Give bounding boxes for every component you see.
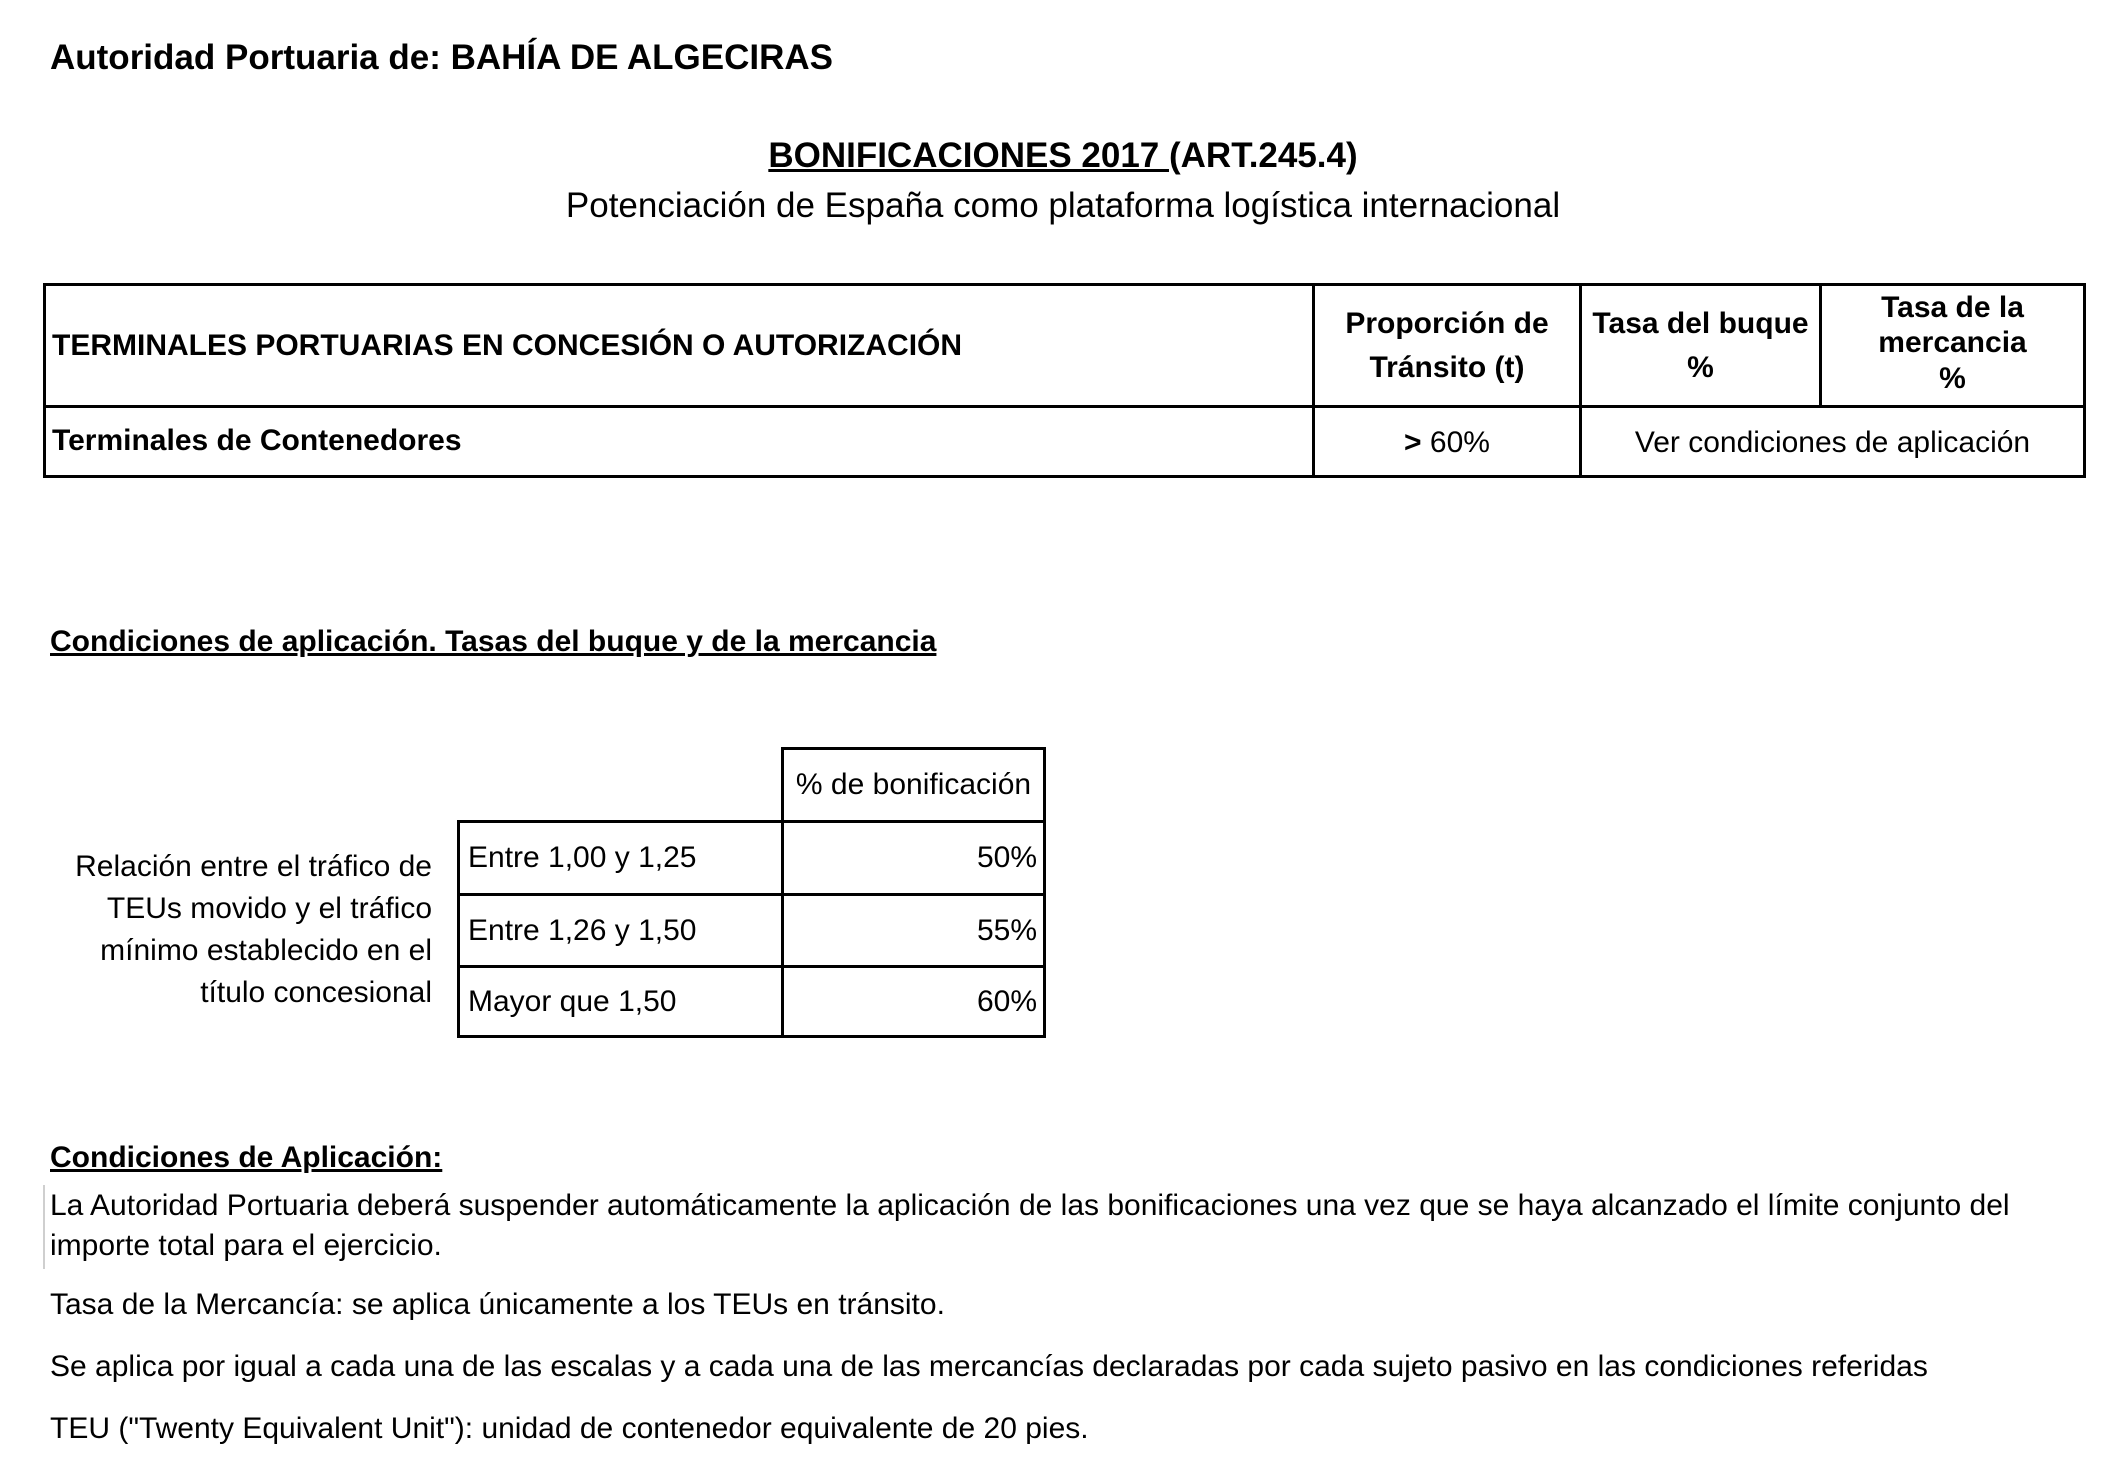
- paragraph-line: importe total para el ejercicio.: [50, 1229, 442, 1262]
- conditions-heading: Condiciones de aplicación. Tasas del buque y de la mercancia: [50, 625, 937, 658]
- title-underlined: BONIFICACIONES 2017: [768, 136, 1169, 175]
- paragraph-line: La Autoridad Portuaria deberá suspender automáticamente la aplicación de las bonificaciones una vez que se haya alcanzado el límite conjunto del: [50, 1189, 2010, 1222]
- relation-label: [40, 846, 432, 1014]
- row-transit-proportion: [1315, 408, 1579, 476]
- header-transit-line1: Proporción de: [1345, 307, 1549, 340]
- port-authority-title: Autoridad Portuaria de: BAHÍA DE ALGECIRAS: [50, 38, 834, 77]
- bonus-table: [457, 820, 1046, 1038]
- bonus-range-cell: Mayor que 1,50: [468, 984, 677, 1018]
- title-article: (ART.245.4): [1168, 136, 1358, 175]
- header-ship-line1: Tasa del buque: [1592, 307, 1809, 340]
- application-paragraph-1: [50, 1186, 2010, 1266]
- header-goods-line2: mercancia: [1878, 326, 2027, 360]
- margin-marker: [43, 1185, 45, 1269]
- document-subtitle: Potenciación de España como plataforma logística internacional: [565, 186, 1561, 225]
- header-transit-line2: Tránsito (t): [1369, 350, 1525, 384]
- relation-label-line: TEUs movido y el tráfico: [106, 892, 432, 925]
- relation-label-line: mínimo establecido en el: [100, 934, 432, 967]
- row-container-terminals: Terminales de Contenedores: [52, 424, 462, 457]
- relation-label-line: título concesional: [200, 976, 432, 1009]
- application-paragraph-2: Tasa de la Mercancía: se aplica únicamente a los TEUs en tránsito.: [50, 1288, 945, 1321]
- header-goods-line3: %: [1939, 361, 1966, 395]
- bonus-range-cell: Entre 1,26 y 1,50: [468, 913, 697, 947]
- document-title: [0, 136, 2126, 176]
- application-paragraph-4: TEU ("Twenty Equivalent Unit"): unidad de contenedor equivalente de 20 pies.: [50, 1412, 1089, 1445]
- header-ship-line2: %: [1687, 350, 1714, 384]
- row-conditions-link: Ver condiciones de aplicación: [1634, 426, 2031, 459]
- greater-than-sign: >: [1404, 426, 1422, 459]
- proportion-value: 60%: [1421, 426, 1490, 459]
- bonus-value-cell: 50%: [976, 841, 1037, 874]
- header-goods-line1: Tasa de la: [1881, 291, 2024, 324]
- bonus-value-cell: 60%: [976, 984, 1037, 1018]
- header-ship-fee: [1582, 286, 1819, 405]
- header-terminals: TERMINALES PORTUARIAS EN CONCESIÓN O AUTORIZACIÓN: [52, 329, 963, 362]
- bonus-header: % de bonificación: [781, 747, 1046, 823]
- application-paragraph-3: Se aplica por igual a cada una de las escalas y a cada una de las mercancías declaradas por cada sujeto pasivo en las condiciones referidas: [50, 1350, 1928, 1383]
- bonus-value-cell: 55%: [976, 913, 1037, 947]
- header-transit-proportion: [1315, 286, 1579, 405]
- terminals-table: [43, 283, 2086, 478]
- relation-label-line: Relación entre el tráfico de: [75, 850, 432, 883]
- header-goods-fee: [1822, 286, 2083, 405]
- application-heading: Condiciones de Aplicación:: [50, 1141, 443, 1174]
- bonus-range-cell: Entre 1,00 y 1,25: [468, 841, 697, 874]
